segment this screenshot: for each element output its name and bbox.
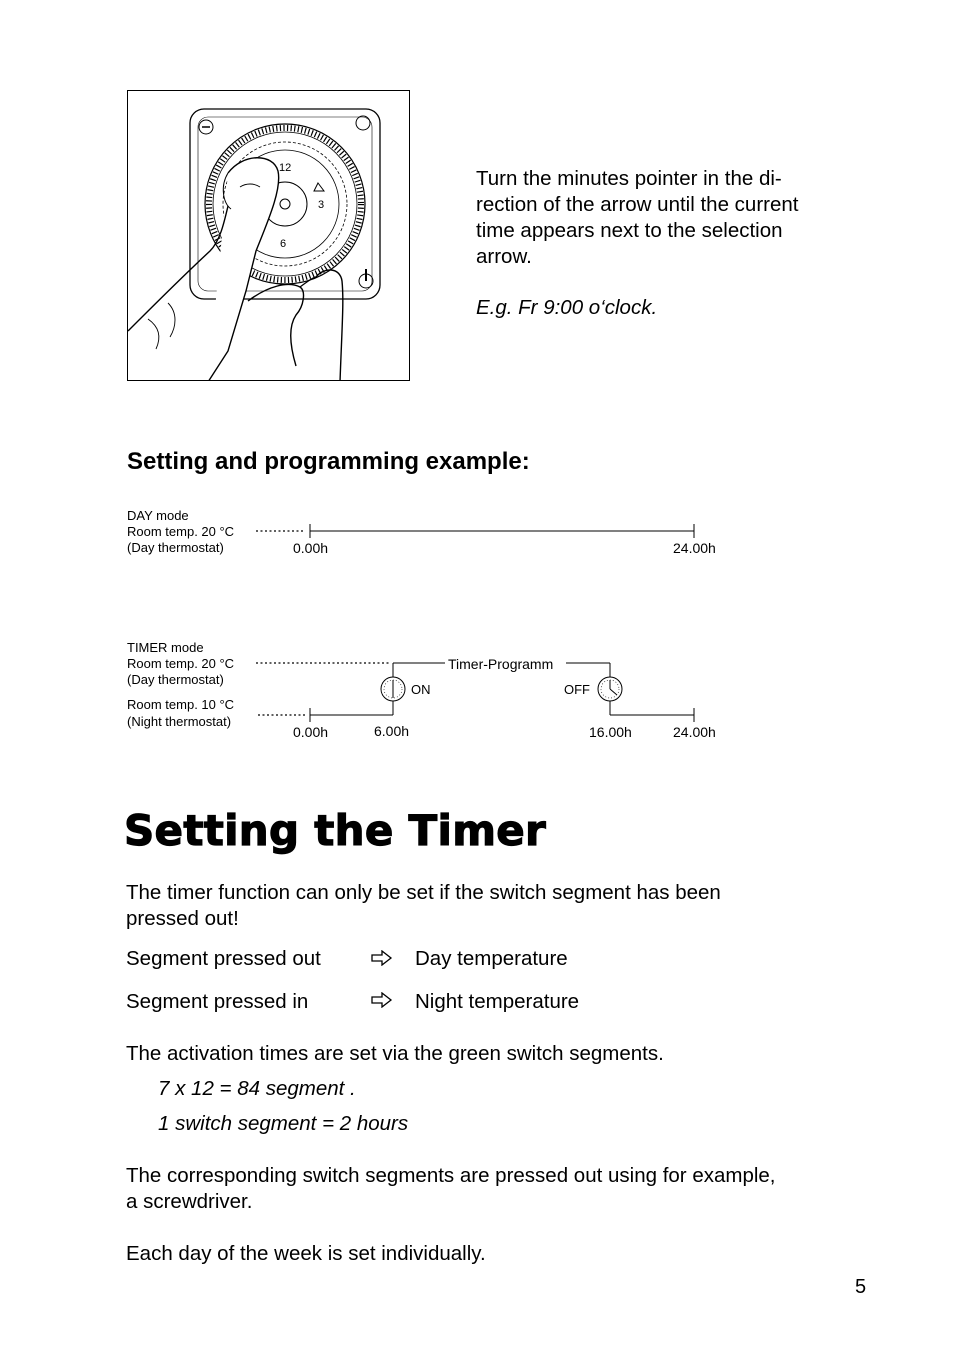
timer-night-thermostat-label: (Night thermostat) [127, 714, 232, 729]
timer-day-temp-label: Room temp. 20 °C [127, 656, 235, 671]
mapping-left-out: Segment pressed out [126, 947, 321, 970]
mapping-right-night: Night temperature [415, 990, 580, 1013]
svg-text:6: 6 [280, 238, 287, 250]
svg-text:3: 3 [318, 199, 325, 211]
formula-hours: 1 switch segment = 2 hours [158, 1112, 409, 1135]
timer-tick-16: 16.00h [589, 724, 632, 740]
mapping-right-day: Day temperature [415, 947, 568, 970]
timer-night-labels [127, 697, 234, 730]
day-tick-end: 24.00h [673, 540, 716, 556]
intro-line: rection of the arrow until the current [476, 193, 799, 216]
timer-night-temp-label: Room temp. 10 °C [127, 697, 235, 712]
page-title: Setting the Timer [124, 806, 547, 855]
hollow-right-arrow-icon [371, 992, 393, 1008]
formula-segments: 7 x 12 = 84 segment . [158, 1077, 356, 1100]
paragraph-line: The timer function can only be set if the switch segment has been [126, 881, 721, 904]
svg-text:12: 12 [279, 162, 292, 174]
timer-tick-24: 24.00h [673, 724, 716, 740]
clock-icon [381, 677, 405, 701]
hand-turning-dial-image [128, 91, 410, 381]
paragraph-line: pressed out! [126, 907, 239, 930]
paragraph-activation: The activation times are set via the green switch segments. [126, 1042, 664, 1065]
intro-instructions [476, 166, 842, 270]
timer-dial-illustration [127, 90, 410, 381]
paragraph-weekday: Each day of the week is set individually. [126, 1242, 486, 1265]
timer-tick-0: 0.00h [293, 724, 329, 740]
section-heading: Setting and programming example: [127, 448, 530, 475]
timer-mode-labels [127, 640, 234, 688]
timer-program-label: Timer-Programm [448, 656, 554, 672]
timer-tick-6: 6.00h [374, 723, 410, 739]
intro-line: arrow. [476, 245, 532, 268]
day-mode-labels [127, 508, 234, 556]
hollow-right-arrow-icon [371, 950, 393, 966]
day-room-temp-label: Room temp. 20 °C [127, 524, 235, 539]
day-thermostat-label: (Day thermostat) [127, 540, 224, 555]
intro-line: time appears next to the selection [476, 219, 783, 242]
page-number: 5 [855, 1276, 867, 1298]
day-tick-start: 0.00h [293, 540, 329, 556]
paragraph-timer-function [126, 880, 846, 932]
timer-on-label: ON [411, 682, 431, 697]
timer-off-label: OFF [564, 682, 590, 697]
intro-line: Turn the minutes pointer in the di- [476, 167, 782, 190]
timer-mode-label: TIMER mode [127, 640, 204, 655]
clock-icon [598, 677, 622, 701]
paragraph-screwdriver [126, 1163, 866, 1215]
timer-day-thermostat-label: (Day thermostat) [127, 672, 224, 687]
day-mode-label: DAY mode [127, 508, 189, 523]
intro-example: E.g. Fr 9:00 o‘clock. [476, 296, 658, 319]
paragraph-line: The corresponding switch segments are pressed out using for example, [126, 1164, 776, 1187]
paragraph-line: a screwdriver. [126, 1190, 253, 1213]
mapping-left-in: Segment pressed in [126, 990, 309, 1013]
